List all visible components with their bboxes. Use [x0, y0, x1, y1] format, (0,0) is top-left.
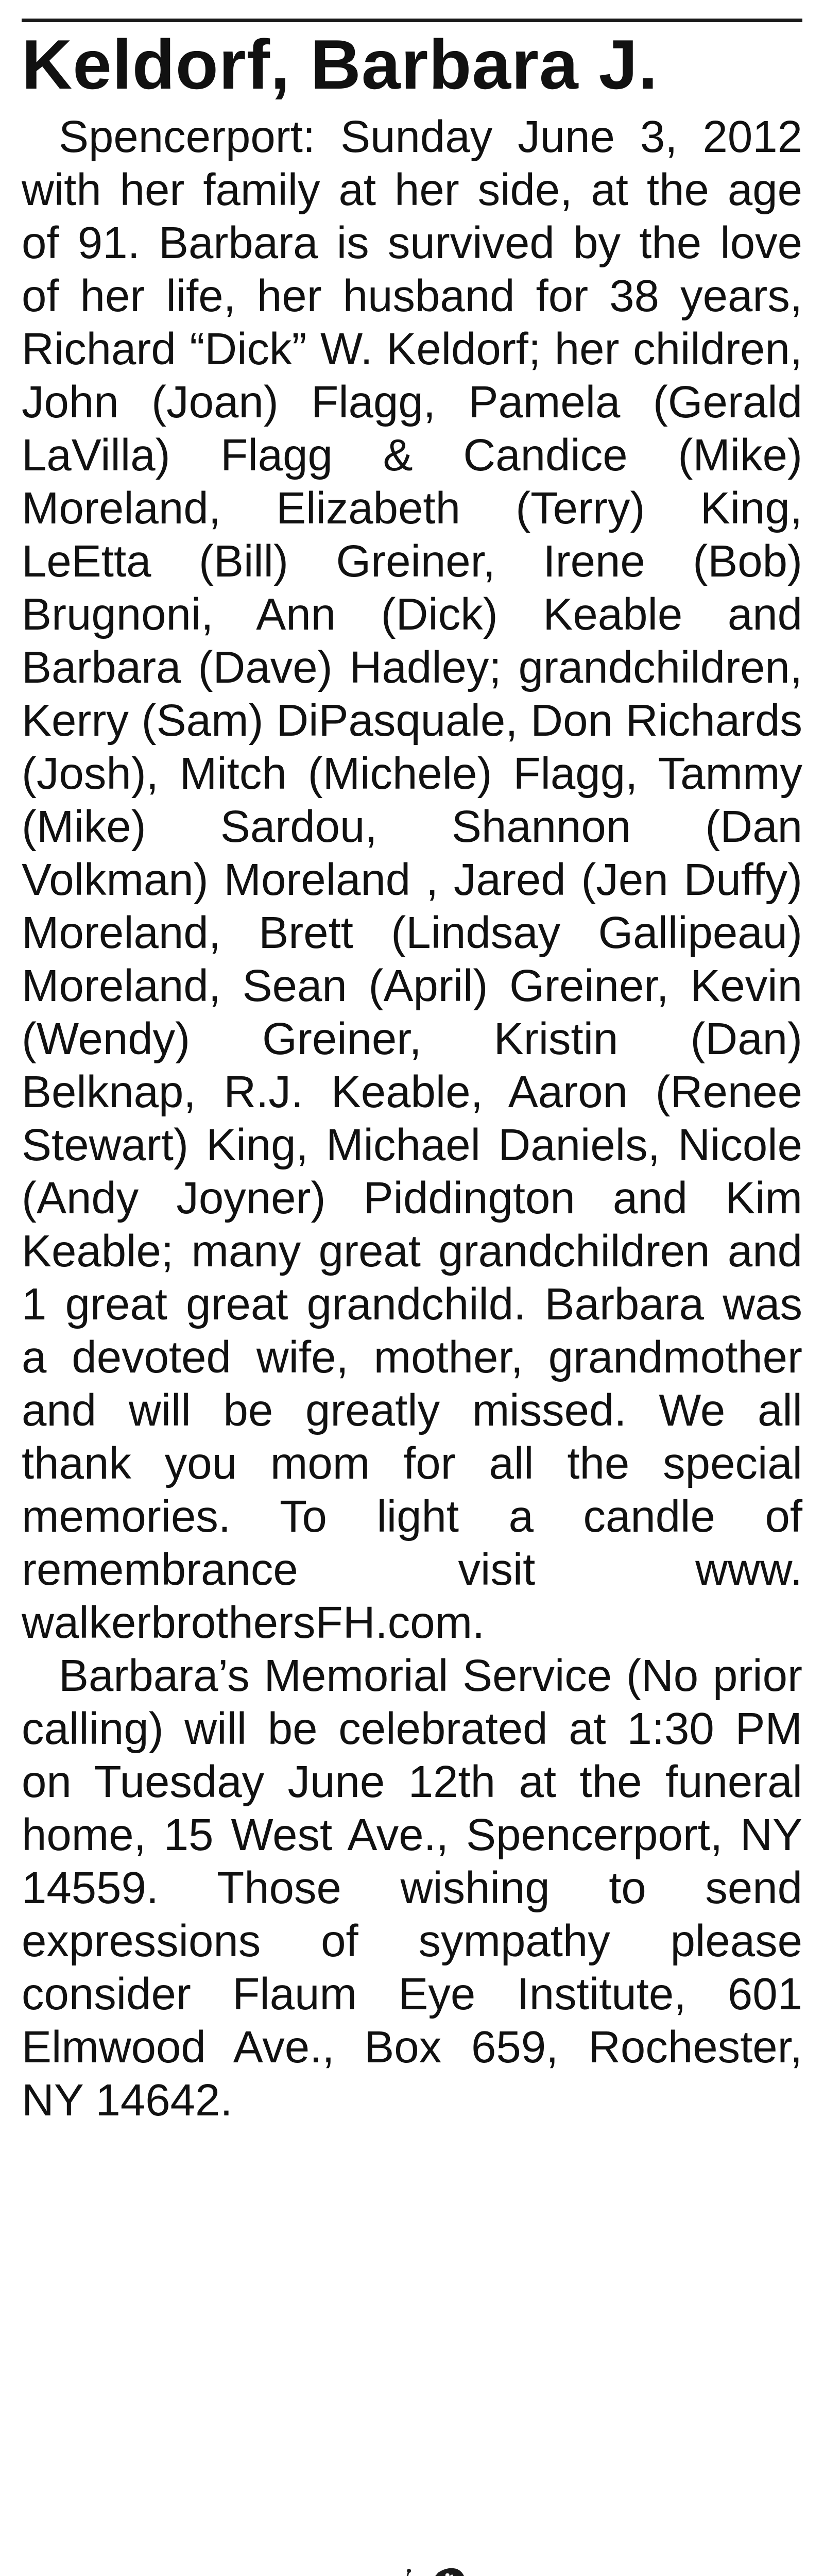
butterfly-icon — [335, 2558, 489, 2576]
obituary-name: Keldorf, Barbara J. — [22, 25, 658, 104]
obituary-body — [22, 110, 802, 2127]
obituary-paragraph-service: Barbara’s Memorial Service (No prior calling) will be celebrated at 1:30 PM on Tuesday June 12th at the funeral home, 15 West Ave., Spencerport, NY 14559. Those wishing to send expressions of sympathy please consider Flaum Eye Institute, 601 Elmwood Ave., Box 659, Rochester, NY 14642. — [22, 1651, 802, 2125]
obituary-paragraph-main: Spencerport: Sunday June 3, 2012 with her family at her side, at the age of 91. Barbara is survived by the love of her life, her husband for 38 years, Richard “Dick” W. Keldorf; her children, John (Joan) Flagg, Pamela (Gerald LaVilla) Flagg & Candice (Mike) Moreland, Elizabeth (Terry) King, LeEtta (Bill) Greiner, Irene (Bob) Brugnoni, Ann (Dick) Keable and Barbara (Dave) Hadley; grandchildren, Kerry (Sam) DiPasquale, Don Richards (Josh), Mitch (Michele) Flagg, Tammy (Mike) Sardou, Shannon (Dan Volkman) Moreland , Jared (Jen Duffy) Moreland, Brett (Lindsay Gallipeau) Moreland, Sean (April) Greiner, Kevin (Wendy) Greiner, Kristin (Dan) Belknap, R.J. Keable, Aaron (Renee Stewart) King, Michael Daniels, Nicole (Andy Joyner) Piddington and Kim Keable; many great grandchildren and 1 great great grandchild. Barbara was a devoted wife, mother, grandmother and will be greatly missed. We all thank you mom for all the special memories. To light a candle of remembrance visit www.​walkerbrothersFH.com. — [22, 112, 802, 1648]
funeral-home-logo — [0, 2558, 824, 2576]
top-rule — [22, 19, 802, 22]
